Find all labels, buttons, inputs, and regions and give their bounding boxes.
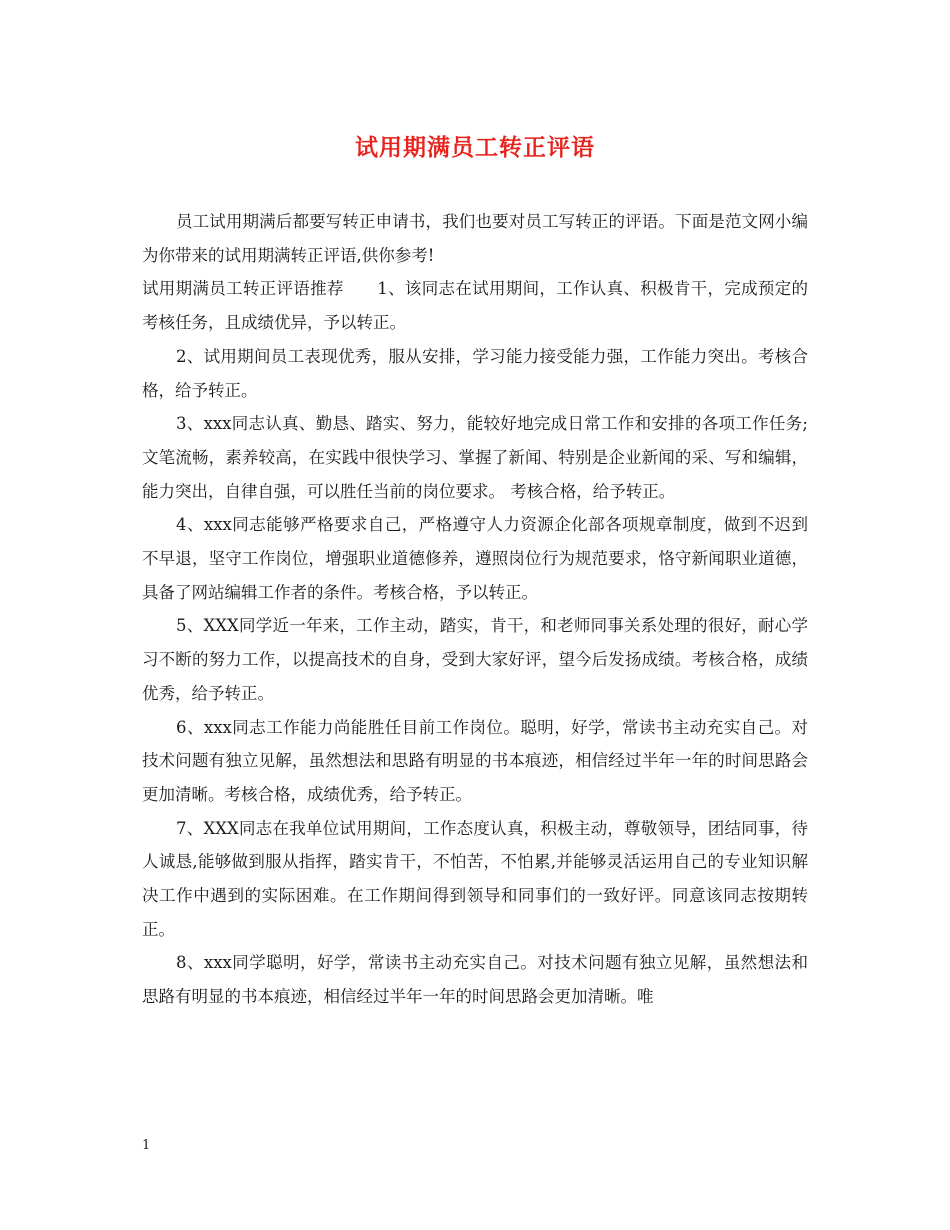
paragraph-item-7: 7、XXX同志在我单位试用期间，工作态度认真，积极主动，尊敬领导，团结同事，待人诚恳,能够做到服从指挥，踏实肯干，不怕苦，不怕累,并能够灵活运用自己的专业知识解决工作中遇到的实际困难。在工作期间得到领导和同事们的一致好评。同意该同志按期转正。 bbox=[142, 818, 808, 939]
document-title: 试用期满员工转正评语 bbox=[355, 134, 595, 161]
paragraph-item-5: 5、XXX同学近一年来，工作主动，踏实，肯干，和老师同事关系处理的很好，耐心学习不断的努力工作，以提高技术的自身，受到大家好评，望今后发扬成绩。考核合格，成绩优秀，给予转正。 bbox=[142, 616, 808, 703]
paragraph-item-8: 8、xxx同学聪明，好学，常读书主动充实自己。对技术问题有独立见解，虽然想法和思路有明显的书本痕迹，相信经过半年一年的时间思路会更加清晰。唯 bbox=[142, 953, 808, 1007]
paragraph-intro: 员工试用期满后都要写转正申请书，我们也要对员工写转正的评语。下面是范文网小编为你带来的试用期满转正评语,供你参考! bbox=[142, 212, 808, 265]
paragraph-item-4: 4、xxx同志能够严格要求自己，严格遵守人力资源企化部各项规章制度，做到不迟到不早退，坚守工作岗位，增强职业道德修养，遵照岗位行为规范要求，恪守新闻职业道德，具备了网站编辑工作者的条件。考核合格，予以转正。 bbox=[142, 515, 808, 602]
paragraph-item-1: 试用期满员工转正评语推荐 1、该同志在试用期间，工作认真、积极肯干，完成预定的考核任务，且成绩优异，予以转正。 bbox=[142, 279, 808, 333]
paragraph-item-6: 6、xxx同志工作能力尚能胜任目前工作岗位。聪明，好学，常读书主动充实自己。对技术问题有独立见解，虽然想法和思路有明显的书本痕迹，相信经过半年一年的时间思路会更加清晰。考核合格，成绩优秀，给予转正。 bbox=[142, 717, 808, 804]
paragraph-item-3: 3、xxx同志认真、勤恳、踏实、努力，能较好地完成日常工作和安排的各项工作任务;文笔流畅，素养较高，在实践中很快学习、掌握了新闻、特别是企业新闻的采、写和编辑，能力突出，自律自强，可以胜任当前的岗位要求。 考核合格，给予转正。 bbox=[142, 414, 808, 501]
document-body bbox=[142, 205, 808, 1014]
page-number: 1 bbox=[142, 1138, 151, 1153]
paragraph-item-2: 2、试用期间员工表现优秀，服从安排，学习能力接受能力强，工作能力突出。考核合格，给予转正。 bbox=[142, 346, 808, 400]
